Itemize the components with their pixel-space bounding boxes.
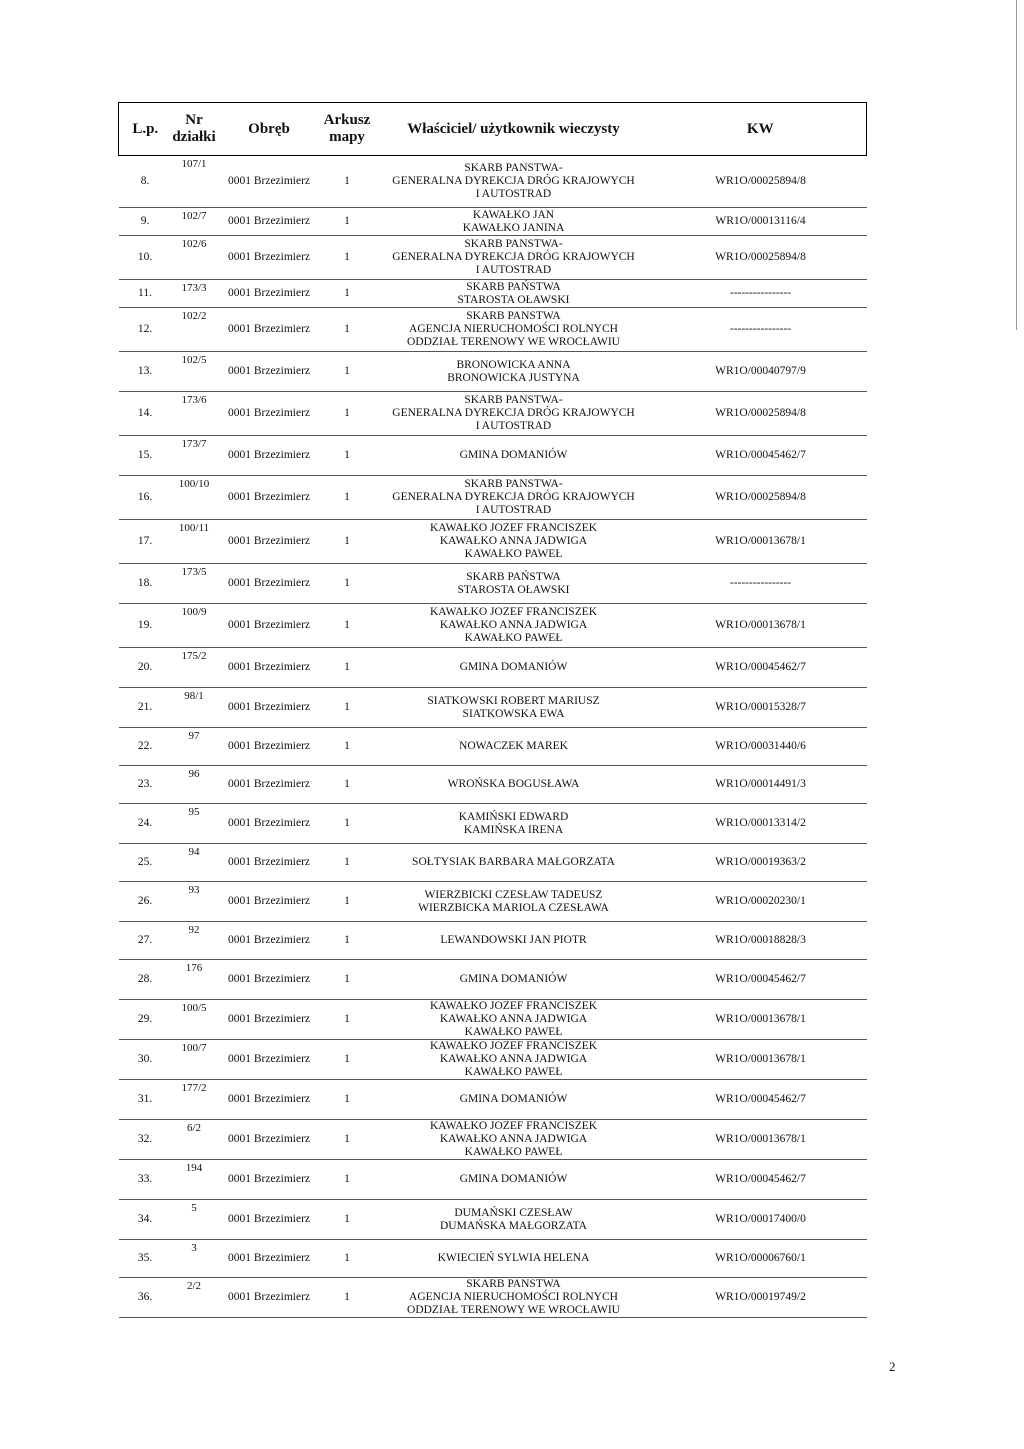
table-row bbox=[119, 236, 867, 280]
owner-line: KAWAŁKO ANNA JADWIGA bbox=[439, 1013, 588, 1025]
owner-line: KAWAŁKO PAWEŁ bbox=[464, 1146, 563, 1158]
row-lp: 10. bbox=[119, 236, 172, 280]
owner-line: KAWAŁKO JOZEF FRANCISZEK bbox=[429, 522, 598, 534]
row-lp: 8. bbox=[119, 156, 172, 208]
owner-line: GMINA DOMANIÓW bbox=[459, 1173, 568, 1185]
owner-line: I AUTOSTRAD bbox=[475, 420, 552, 432]
row-nr-dzialki: 102/7 bbox=[172, 208, 217, 236]
row-kw: WR1O/00013678/1 bbox=[655, 1000, 867, 1040]
row-lp: 36. bbox=[119, 1278, 172, 1318]
table-row bbox=[119, 308, 867, 352]
row-nr-dzialki: 94 bbox=[172, 844, 217, 882]
row-owner bbox=[373, 1040, 655, 1080]
row-kw: ---------------- bbox=[655, 564, 867, 604]
row-owner bbox=[373, 728, 655, 766]
row-nr-dzialki: 176 bbox=[172, 960, 217, 1000]
row-owner bbox=[373, 564, 655, 604]
owner-line: KAWAŁKO JAN bbox=[472, 208, 555, 221]
table-row bbox=[119, 564, 867, 604]
owner-line: SKARB PAŃSTWA bbox=[466, 570, 561, 583]
table-row bbox=[119, 882, 867, 922]
table-row bbox=[119, 1120, 867, 1160]
row-nr-dzialki: 5 bbox=[172, 1200, 217, 1240]
row-obreb: 0001 Brzezimierz bbox=[217, 960, 322, 1000]
table-row bbox=[119, 1160, 867, 1200]
owner-line: BRONOWICKA JUSTYNA bbox=[447, 371, 580, 384]
owner-line: KAMIŃSKI EDWARD bbox=[458, 810, 569, 823]
row-arkusz: 1 bbox=[322, 392, 373, 436]
row-arkusz: 1 bbox=[322, 476, 373, 520]
row-nr-dzialki: 98/1 bbox=[172, 688, 217, 728]
row-kw: WR1O/00018828/3 bbox=[655, 922, 867, 960]
row-kw: WR1O/00025894/8 bbox=[655, 476, 867, 520]
row-obreb: 0001 Brzezimierz bbox=[217, 1200, 322, 1240]
row-obreb: 0001 Brzezimierz bbox=[217, 436, 322, 476]
row-kw: WR1O/00020230/1 bbox=[655, 882, 867, 922]
row-arkusz: 1 bbox=[322, 766, 373, 804]
row-lp: 18. bbox=[119, 564, 172, 604]
owner-line: SKARB PANSTWA- bbox=[464, 162, 563, 174]
row-arkusz: 1 bbox=[322, 1040, 373, 1080]
row-nr-dzialki: 100/5 bbox=[172, 1000, 217, 1040]
owner-line: SKARB PANSTWA- bbox=[464, 394, 563, 406]
row-nr-dzialki: 2/2 bbox=[172, 1278, 217, 1318]
row-lp: 35. bbox=[119, 1240, 172, 1278]
row-nr-dzialki: 102/6 bbox=[172, 236, 217, 280]
owner-line: WIERZBICKI CZESŁAW TADEUSZ bbox=[424, 888, 603, 901]
row-obreb: 0001 Brzezimierz bbox=[217, 1040, 322, 1080]
row-lp: 23. bbox=[119, 766, 172, 804]
row-owner bbox=[373, 1080, 655, 1120]
row-lp: 25. bbox=[119, 844, 172, 882]
header-lp: L.p. bbox=[119, 103, 172, 156]
row-lp: 30. bbox=[119, 1040, 172, 1080]
row-owner bbox=[373, 1240, 655, 1278]
row-nr-dzialki: 100/7 bbox=[172, 1040, 217, 1080]
owner-line: GENERALNA DYREKCJA DRÓG KRAJOWYCH bbox=[392, 251, 635, 263]
row-lp: 33. bbox=[119, 1160, 172, 1200]
row-kw: WR1O/00045462/7 bbox=[655, 1160, 867, 1200]
row-kw: WR1O/00045462/7 bbox=[655, 648, 867, 688]
row-obreb: 0001 Brzezimierz bbox=[217, 1000, 322, 1040]
row-nr-dzialki: 107/1 bbox=[172, 156, 217, 208]
row-nr-dzialki: 173/6 bbox=[172, 392, 217, 436]
row-kw: WR1O/00013678/1 bbox=[655, 1040, 867, 1080]
row-owner bbox=[373, 520, 655, 564]
row-arkusz: 1 bbox=[322, 352, 373, 392]
row-owner bbox=[373, 1200, 655, 1240]
row-nr-dzialki: 93 bbox=[172, 882, 217, 922]
owner-line: WROŃSKA BOGUSŁAWA bbox=[447, 778, 580, 790]
row-arkusz: 1 bbox=[322, 648, 373, 688]
row-arkusz: 1 bbox=[322, 208, 373, 236]
table-row bbox=[119, 922, 867, 960]
header-nr-dzialki: Nr działki bbox=[172, 103, 217, 156]
row-lp: 9. bbox=[119, 208, 172, 236]
row-arkusz: 1 bbox=[322, 604, 373, 648]
row-kw: WR1O/00025894/8 bbox=[655, 392, 867, 436]
row-obreb: 0001 Brzezimierz bbox=[217, 352, 322, 392]
row-owner bbox=[373, 1160, 655, 1200]
row-nr-dzialki: 173/5 bbox=[172, 564, 217, 604]
owner-line: WIERZBICKA MARIOLA CZESŁAWA bbox=[418, 901, 609, 914]
owner-line: KAMIŃSKA IRENA bbox=[463, 823, 564, 836]
header-obreb: Obręb bbox=[217, 103, 322, 156]
owner-line: KAWAŁKO JANINA bbox=[462, 221, 565, 234]
owner-line: GMINA DOMANIÓW bbox=[459, 973, 568, 985]
row-lp: 14. bbox=[119, 392, 172, 436]
row-kw: WR1O/00045462/7 bbox=[655, 436, 867, 476]
table-row bbox=[119, 520, 867, 564]
row-owner bbox=[373, 208, 655, 236]
row-kw: WR1O/00025894/8 bbox=[655, 156, 867, 208]
header-wlasciciel: Właściciel/ użytkownik wieczysty bbox=[373, 103, 655, 156]
row-nr-dzialki: 177/2 bbox=[172, 1080, 217, 1120]
row-kw: WR1O/00019749/2 bbox=[655, 1278, 867, 1318]
row-obreb: 0001 Brzezimierz bbox=[217, 392, 322, 436]
table-row bbox=[119, 392, 867, 436]
table-row bbox=[119, 1080, 867, 1120]
row-arkusz: 1 bbox=[322, 280, 373, 308]
row-owner bbox=[373, 1278, 655, 1318]
owner-line: KAWAŁKO ANNA JADWIGA bbox=[439, 1133, 588, 1145]
table-body bbox=[119, 156, 867, 1318]
table-row bbox=[119, 280, 867, 308]
table-row bbox=[119, 156, 867, 208]
row-owner bbox=[373, 392, 655, 436]
owner-line: GENERALNA DYREKCJA DRÓG KRAJOWYCH bbox=[392, 175, 635, 187]
owner-line: KAWAŁKO PAWEŁ bbox=[464, 1066, 563, 1078]
land-register-table bbox=[118, 102, 867, 1318]
row-lp: 13. bbox=[119, 352, 172, 392]
row-lp: 32. bbox=[119, 1120, 172, 1160]
row-obreb: 0001 Brzezimierz bbox=[217, 688, 322, 728]
table-row bbox=[119, 436, 867, 476]
owner-line: DUMAŃSKA MAŁGORZATA bbox=[440, 1219, 587, 1232]
table-row bbox=[119, 766, 867, 804]
owner-line: I AUTOSTRAD bbox=[475, 264, 552, 276]
row-obreb: 0001 Brzezimierz bbox=[217, 308, 322, 352]
row-lp: 31. bbox=[119, 1080, 172, 1120]
table-row bbox=[119, 1240, 867, 1278]
row-lp: 19. bbox=[119, 604, 172, 648]
row-owner bbox=[373, 766, 655, 804]
row-arkusz: 1 bbox=[322, 882, 373, 922]
row-nr-dzialki: 96 bbox=[172, 766, 217, 804]
table-row bbox=[119, 960, 867, 1000]
owner-line: I AUTOSTRAD bbox=[475, 504, 552, 516]
owner-line: ODDZIAŁ TERENOWY WE WROCŁAWIU bbox=[407, 1304, 620, 1316]
owner-line: GMINA DOMANIÓW bbox=[459, 661, 568, 673]
owner-line: KAWAŁKO ANNA JADWIGA bbox=[439, 535, 588, 547]
row-obreb: 0001 Brzezimierz bbox=[217, 1278, 322, 1318]
page-number: 2 bbox=[889, 1359, 896, 1374]
owner-line: DUMAŃSKI CZESŁAW bbox=[454, 1206, 573, 1219]
row-kw: WR1O/00006760/1 bbox=[655, 1240, 867, 1278]
row-arkusz: 1 bbox=[322, 688, 373, 728]
row-nr-dzialki: 102/5 bbox=[172, 352, 217, 392]
row-kw: WR1O/00013678/1 bbox=[655, 520, 867, 564]
owner-line: I AUTOSTRAD bbox=[475, 188, 552, 200]
row-obreb: 0001 Brzezimierz bbox=[217, 476, 322, 520]
row-kw: WR1O/00014491/3 bbox=[655, 766, 867, 804]
owner-line: SKARB PAŃSTWA bbox=[466, 280, 561, 293]
row-kw: WR1O/00025894/8 bbox=[655, 236, 867, 280]
row-owner bbox=[373, 436, 655, 476]
row-owner bbox=[373, 476, 655, 520]
table-row bbox=[119, 208, 867, 236]
row-lp: 11. bbox=[119, 280, 172, 308]
row-obreb: 0001 Brzezimierz bbox=[217, 1080, 322, 1120]
row-obreb: 0001 Brzezimierz bbox=[217, 604, 322, 648]
row-owner bbox=[373, 922, 655, 960]
row-obreb: 0001 Brzezimierz bbox=[217, 208, 322, 236]
row-owner bbox=[373, 280, 655, 308]
owner-line: SKARB PANSTWA bbox=[466, 310, 561, 322]
row-nr-dzialki: 194 bbox=[172, 1160, 217, 1200]
header-arkusz-mapy: Arkusz mapy bbox=[322, 103, 373, 156]
owner-line: GMINA DOMANIÓW bbox=[459, 1093, 568, 1105]
owner-line: SKARB PANSTWA bbox=[466, 1278, 561, 1290]
row-owner bbox=[373, 804, 655, 844]
row-nr-dzialki: 95 bbox=[172, 804, 217, 844]
row-lp: 24. bbox=[119, 804, 172, 844]
table-row bbox=[119, 604, 867, 648]
row-kw: WR1O/00045462/7 bbox=[655, 1080, 867, 1120]
row-obreb: 0001 Brzezimierz bbox=[217, 922, 322, 960]
row-arkusz: 1 bbox=[322, 156, 373, 208]
row-owner bbox=[373, 882, 655, 922]
row-arkusz: 1 bbox=[322, 960, 373, 1000]
owner-line: SOŁTYSIAK BARBARA MAŁGORZATA bbox=[412, 856, 615, 868]
row-nr-dzialki: 100/10 bbox=[172, 476, 217, 520]
row-lp: 17. bbox=[119, 520, 172, 564]
row-kw: WR1O/00017400/0 bbox=[655, 1200, 867, 1240]
table-row bbox=[119, 1040, 867, 1080]
row-kw: WR1O/00019363/2 bbox=[655, 844, 867, 882]
owner-line: SIATKOWSKI ROBERT MARIUSZ bbox=[427, 694, 600, 707]
row-arkusz: 1 bbox=[322, 1160, 373, 1200]
row-lp: 20. bbox=[119, 648, 172, 688]
owner-line: GENERALNA DYREKCJA DRÓG KRAJOWYCH bbox=[392, 491, 635, 503]
owner-line: KWIECIEŃ SYLWIA HELENA bbox=[437, 1252, 590, 1264]
table-row bbox=[119, 804, 867, 844]
row-kw: ---------------- bbox=[655, 280, 867, 308]
row-arkusz: 1 bbox=[322, 520, 373, 564]
owner-line: STAROSTA OŁAWSKI bbox=[457, 293, 570, 306]
owner-line: ODDZIAŁ TERENOWY WE WROCŁAWIU bbox=[407, 336, 620, 348]
row-arkusz: 1 bbox=[322, 236, 373, 280]
table-row bbox=[119, 476, 867, 520]
owner-line: KAWAŁKO PAWEŁ bbox=[464, 1026, 563, 1038]
row-nr-dzialki: 175/2 bbox=[172, 648, 217, 688]
row-obreb: 0001 Brzezimierz bbox=[217, 236, 322, 280]
row-nr-dzialki: 102/2 bbox=[172, 308, 217, 352]
row-arkusz: 1 bbox=[322, 436, 373, 476]
row-obreb: 0001 Brzezimierz bbox=[217, 1160, 322, 1200]
row-arkusz: 1 bbox=[322, 1278, 373, 1318]
row-lp: 15. bbox=[119, 436, 172, 476]
row-kw: WR1O/00013678/1 bbox=[655, 1120, 867, 1160]
row-nr-dzialki: 173/7 bbox=[172, 436, 217, 476]
owner-line: KAWAŁKO PAWEŁ bbox=[464, 632, 563, 644]
row-obreb: 0001 Brzezimierz bbox=[217, 280, 322, 308]
owner-line: SKARB PANSTWA- bbox=[464, 238, 563, 250]
row-obreb: 0001 Brzezimierz bbox=[217, 648, 322, 688]
row-obreb: 0001 Brzezimierz bbox=[217, 564, 322, 604]
row-arkusz: 1 bbox=[322, 1120, 373, 1160]
row-obreb: 0001 Brzezimierz bbox=[217, 1120, 322, 1160]
row-lp: 12. bbox=[119, 308, 172, 352]
row-nr-dzialki: 173/3 bbox=[172, 280, 217, 308]
row-owner bbox=[373, 844, 655, 882]
scan-edge-line bbox=[1016, 0, 1017, 330]
row-nr-dzialki: 100/11 bbox=[172, 520, 217, 564]
row-obreb: 0001 Brzezimierz bbox=[217, 804, 322, 844]
row-nr-dzialki: 97 bbox=[172, 728, 217, 766]
row-obreb: 0001 Brzezimierz bbox=[217, 882, 322, 922]
row-lp: 26. bbox=[119, 882, 172, 922]
row-owner bbox=[373, 960, 655, 1000]
owner-line: KAWAŁKO JOZEF FRANCISZEK bbox=[429, 1000, 598, 1012]
row-arkusz: 1 bbox=[322, 844, 373, 882]
owner-line: KAWAŁKO ANNA JADWIGA bbox=[439, 619, 588, 631]
row-owner bbox=[373, 156, 655, 208]
row-lp: 28. bbox=[119, 960, 172, 1000]
table-header-row bbox=[119, 103, 867, 156]
row-lp: 29. bbox=[119, 1000, 172, 1040]
owner-line: AGENCJA NIERUCHOMOŚCI ROLNYCH bbox=[409, 1291, 618, 1303]
row-obreb: 0001 Brzezimierz bbox=[217, 766, 322, 804]
row-obreb: 0001 Brzezimierz bbox=[217, 728, 322, 766]
row-owner bbox=[373, 648, 655, 688]
row-kw: ---------------- bbox=[655, 308, 867, 352]
row-arkusz: 1 bbox=[322, 1080, 373, 1120]
row-lp: 34. bbox=[119, 1200, 172, 1240]
row-lp: 21. bbox=[119, 688, 172, 728]
table-row bbox=[119, 1200, 867, 1240]
table-row bbox=[119, 648, 867, 688]
row-lp: 27. bbox=[119, 922, 172, 960]
row-kw: WR1O/00013116/4 bbox=[655, 208, 867, 236]
owner-line: KAWAŁKO JOZEF FRANCISZEK bbox=[429, 1040, 598, 1052]
row-obreb: 0001 Brzezimierz bbox=[217, 520, 322, 564]
row-arkusz: 1 bbox=[322, 1200, 373, 1240]
table-row bbox=[119, 1000, 867, 1040]
owner-line: BRONOWICKA ANNA bbox=[456, 358, 571, 371]
row-arkusz: 1 bbox=[322, 1000, 373, 1040]
row-owner bbox=[373, 688, 655, 728]
row-owner bbox=[373, 308, 655, 352]
row-lp: 22. bbox=[119, 728, 172, 766]
row-arkusz: 1 bbox=[322, 922, 373, 960]
table-row bbox=[119, 352, 867, 392]
row-arkusz: 1 bbox=[322, 804, 373, 844]
owner-line: NOWACZEK MAREK bbox=[459, 740, 568, 752]
owner-line: STAROSTA OŁAWSKI bbox=[457, 583, 570, 596]
row-kw: WR1O/00015328/7 bbox=[655, 688, 867, 728]
owner-line: KAWAŁKO JOZEF FRANCISZEK bbox=[429, 1120, 598, 1132]
row-owner bbox=[373, 1000, 655, 1040]
row-kw: WR1O/00013314/2 bbox=[655, 804, 867, 844]
row-owner bbox=[373, 1120, 655, 1160]
row-obreb: 0001 Brzezimierz bbox=[217, 1240, 322, 1278]
row-arkusz: 1 bbox=[322, 564, 373, 604]
row-arkusz: 1 bbox=[322, 1240, 373, 1278]
owner-line: SKARB PANSTWA- bbox=[464, 478, 563, 490]
row-arkusz: 1 bbox=[322, 728, 373, 766]
row-obreb: 0001 Brzezimierz bbox=[217, 844, 322, 882]
row-arkusz: 1 bbox=[322, 308, 373, 352]
owner-line: GENERALNA DYREKCJA DRÓG KRAJOWYCH bbox=[392, 407, 635, 419]
table-row bbox=[119, 728, 867, 766]
owner-line: KAWAŁKO PAWEŁ bbox=[464, 548, 563, 560]
row-nr-dzialki: 3 bbox=[172, 1240, 217, 1278]
owner-line: KAWAŁKO JOZEF FRANCISZEK bbox=[429, 606, 598, 618]
row-lp: 16. bbox=[119, 476, 172, 520]
owner-line: LEWANDOWSKI JAN PIOTR bbox=[440, 934, 587, 946]
owner-line: AGENCJA NIERUCHOMOŚCI ROLNYCH bbox=[409, 323, 618, 335]
owner-line: GMINA DOMANIÓW bbox=[459, 449, 568, 461]
table-row bbox=[119, 844, 867, 882]
owner-line: SIATKOWSKA EWA bbox=[462, 707, 565, 720]
row-obreb: 0001 Brzezimierz bbox=[217, 156, 322, 208]
row-owner bbox=[373, 352, 655, 392]
row-nr-dzialki: 100/9 bbox=[172, 604, 217, 648]
table-row bbox=[119, 1278, 867, 1318]
row-kw: WR1O/00031440/6 bbox=[655, 728, 867, 766]
table-row bbox=[119, 688, 867, 728]
header-kw: KW bbox=[655, 103, 867, 156]
owner-line: KAWAŁKO ANNA JADWIGA bbox=[439, 1053, 588, 1065]
row-owner bbox=[373, 604, 655, 648]
row-kw: WR1O/00045462/7 bbox=[655, 960, 867, 1000]
row-owner bbox=[373, 236, 655, 280]
row-nr-dzialki: 6/2 bbox=[172, 1120, 217, 1160]
row-kw: WR1O/00040797/9 bbox=[655, 352, 867, 392]
row-kw: WR1O/00013678/1 bbox=[655, 604, 867, 648]
row-nr-dzialki: 92 bbox=[172, 922, 217, 960]
